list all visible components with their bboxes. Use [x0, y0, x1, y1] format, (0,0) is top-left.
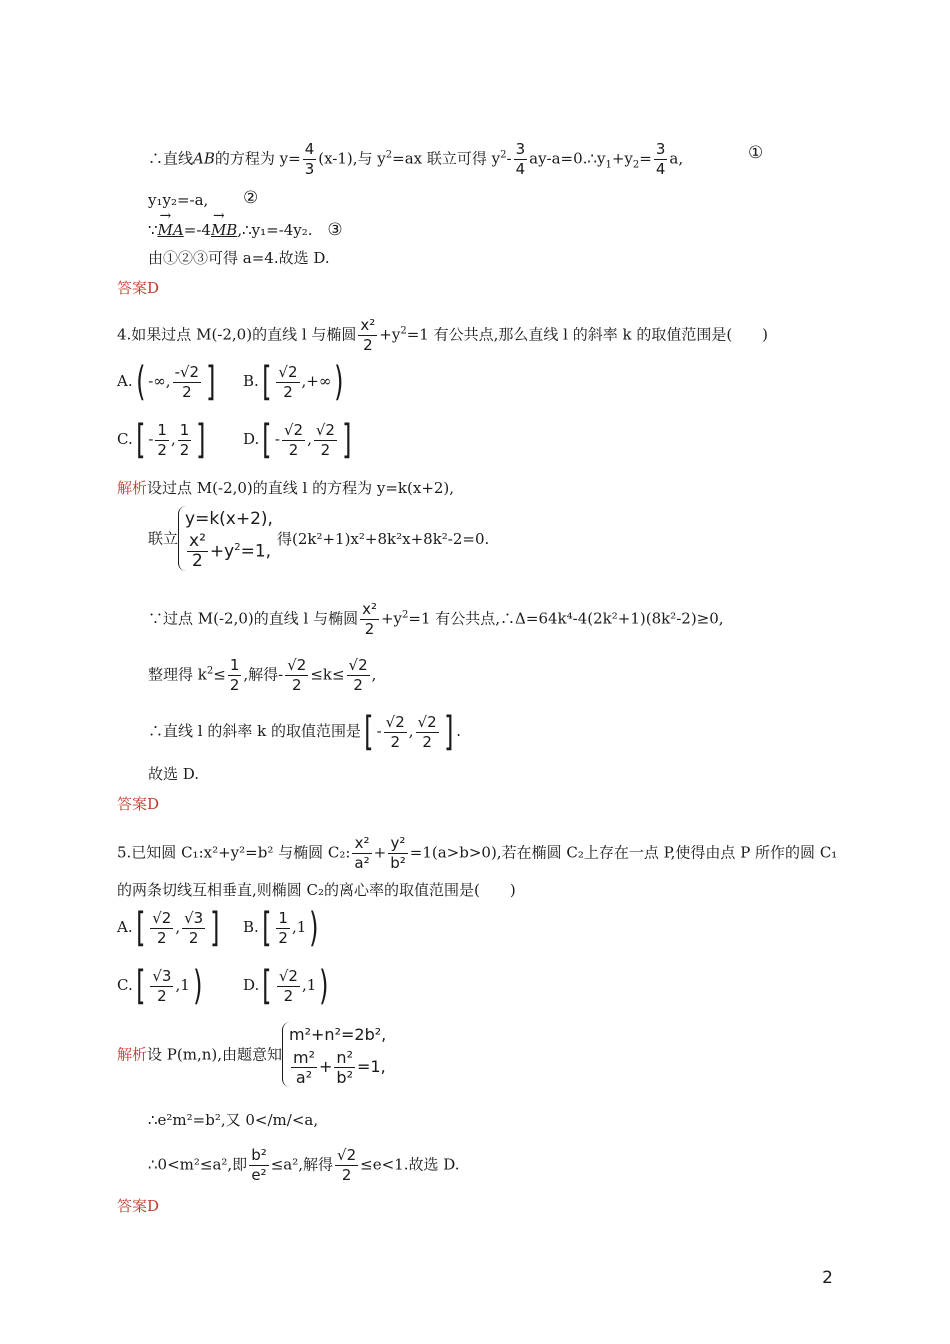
answer-4: 答案D	[117, 795, 160, 813]
q5-stem-1: 5.已知圆 C₁:x²+y²=b² 与椭圆 C₂: $\frac{\text{x²}}{\text{a²}}$ + $\frac{\text{y²}}{\text{b²}}$ =1(a>b>0),若在椭圆 C₂上存在一点 P,使得由点 P 所作的圆 C₁	[117, 834, 838, 872]
q5-option-a: A.[ $\frac{√2}{2}$ , $\frac{√3}{2}$ ]	[117, 905, 220, 951]
page-number: 2	[822, 1268, 833, 1288]
q4-solution-6: 故选 D.	[148, 765, 200, 783]
q4-option-d: D.[ - $\frac{√2}{2}$ , $\frac{√2}{2}$ ]	[243, 417, 352, 463]
q5-solution-3: ∴0<m²≤a²,即 $\frac{\text{b²}}{\text{e²}}$ ≤a²,解得 $\frac{√2}{2}$ ≤e<1.故选 D.	[148, 1146, 460, 1184]
q4-stem: 4.如果过点 M(-2,0)的直线 l 与椭圆 $\frac{\text{x²}}{2}$ $+y^2=1$ 有公共点,那么直线 l 的斜率 k 的取值范围是( )	[117, 316, 769, 354]
q4-option-a: A.( -∞, $\frac{-√2}{2}$ ]	[117, 359, 216, 405]
circle-number-3: ③	[327, 220, 343, 240]
fraction-x2-2: $\frac{\text{x²}}{2}$	[360, 316, 376, 354]
q5-option-c: C.[ $\frac{√3}{2}$ ,1)	[117, 963, 203, 1009]
p3-line3: ∵→ MA=-4→ MB,∴y₁=-4y₂. ③	[148, 214, 343, 240]
p3-line1: ∴直线AB的方程为 y= $\frac{4}{3}$ (x-1),与 $y^2=ax$ 联立可得 $y^2-$ $\frac{3}{4}$ $ay-a=0.\therefore y_1+y_2=$ $\frac{3}{4}$ a,	[148, 140, 684, 178]
q4-option-c: C.[ - $\frac{1}{2}$ , $\frac{1}{2}$ ]	[117, 417, 206, 463]
answer-3: 答案D	[117, 279, 160, 297]
q4-solution-1: 解析设过点 M(-2,0)的直线 l 的方程为 y=k(x+2),	[117, 479, 455, 497]
circle-number-1: ①	[748, 143, 764, 163]
q4-solution-4: 整理得 $k^2\le$ $\frac{1}{2}$ ,解得- $\frac{√2}{2}$ ≤k≤ $\frac{√2}{2}$ ,	[148, 656, 377, 694]
fraction-neg-r2-2: $\frac{-√2}{2}$	[174, 362, 200, 401]
p3-line2: y₁y₂=-a,	[148, 191, 209, 209]
answer-5: 答案D	[117, 1197, 160, 1215]
q4-solution-3: ∵过点 M(-2,0)的直线 l 与椭圆 $\frac{\text{x²}}{2}$ $+y^2=1$ 有公共点,∴Δ=64k⁴-4(2k²+1)(8k²-2)≥0,	[148, 600, 724, 638]
fraction-r2-2: $\frac{√2}{2}$	[278, 362, 298, 401]
equation-system: y=k(x+2), $\frac{\text{x²}}{2}$ $+y^2=1$,	[178, 506, 273, 571]
q5-option-d: D.[ $\frac{√2}{2}$ ,1)	[243, 963, 329, 1009]
fraction-1-2: $\frac{1}{2}$	[157, 420, 167, 459]
fraction-4-3: $\frac{4}{3}$	[304, 140, 315, 178]
q4-option-b: B.[ $\frac{√2}{2}$ ,+∞)	[243, 359, 344, 405]
q4-solution-5: ∴直线 l 的斜率 k 的取值范围是[ - $\frac{√2}{2}$ , $\frac{√2}{2}$ ] .	[148, 709, 462, 755]
q5-stem-2: 的两条切线互相垂直,则椭圆 C₂的离心率的取值范围是( )	[117, 881, 516, 899]
q5-option-b: B.[ $\frac{1}{2}$ ,1)	[243, 905, 319, 951]
circle-number-2: ②	[243, 188, 259, 208]
fraction-3-4: $\frac{3}{4}$	[515, 140, 526, 178]
equation-system-2: m²+n²=2b², $\frac{\text{m²}}{\text{a²}}$ + $\frac{\text{n²}}{\text{b²}}$ =1,	[282, 1022, 386, 1087]
q5-solution-2: ∴e²m²=b²,又 0</m/<a,	[148, 1111, 319, 1129]
p3-line4: 由①②③可得 a=4.故选 D.	[148, 249, 330, 267]
fraction-r2-2c: $\frac{√2}{2}$	[315, 420, 335, 459]
fraction-r2-2b: $\frac{√2}{2}$	[283, 420, 304, 459]
fraction-1-2b: $\frac{1}{2}$	[179, 420, 190, 459]
q4-system: 联立 y=k(x+2), $\frac{\text{x²}}{2}$ $+y^2=1$, 得(2k²+1)x²+8k²x+8k²-2=0.	[148, 506, 489, 571]
vector-ma: → MA	[158, 214, 184, 240]
q5-solution-1: 解析设 P(m,n),由题意知 m²+n²=2b², $\frac{\text{m²}}{\text{a²}}$ + $\frac{\text{n²}}{\text{b²}}$ =1,	[117, 1022, 386, 1087]
fraction-3-4b: $\frac{3}{4}$	[655, 140, 666, 178]
vector-mb: → MB	[211, 214, 237, 240]
